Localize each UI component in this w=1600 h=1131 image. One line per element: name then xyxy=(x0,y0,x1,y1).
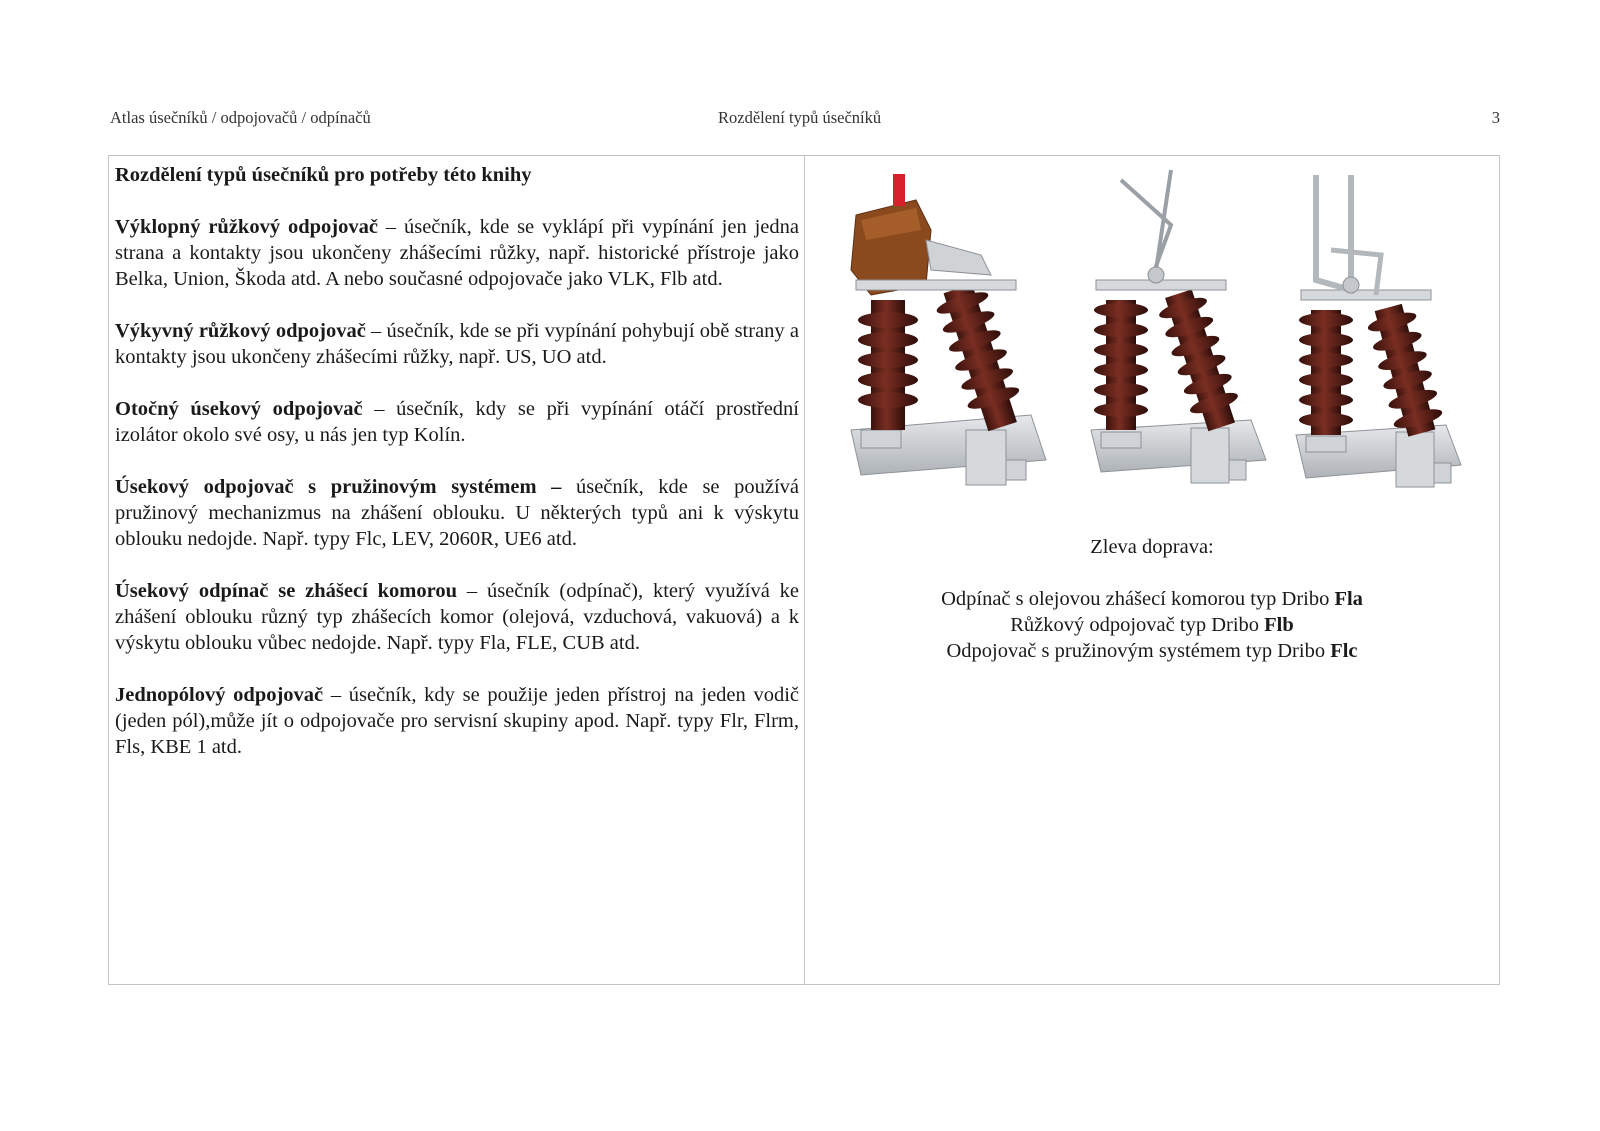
flc-switch xyxy=(1296,175,1461,487)
definition-paragraph xyxy=(115,214,799,292)
caption-line-fla: Odpínač s olejovou zhášecí komorou typ Dribo Fla xyxy=(941,588,1363,610)
definition-term: Jednopólový odpojovač xyxy=(115,684,324,706)
definition-text: úsečník, kde se používá pružinový mechanizmus na zhášení oblouku. U některých typů ani k výskytu oblouku nedojde. Např. typy Flc, LEV, 2060R, UE6 atd. xyxy=(115,476,799,550)
definition-term: Otočný úsekový odpojovač xyxy=(115,398,363,420)
definition-paragraph xyxy=(115,396,799,448)
illustration-column xyxy=(805,156,1499,984)
definition-paragraph xyxy=(115,682,799,760)
definition-text: – úsečník, kde se vyklápí při vypínání jen jedna strana a kontakty jsou ukončeny zhášecími růžky, např. historické přístroje jako Belka, Union, Škoda atd. A nebo současné odpojovače jako VLK, Flb atd. xyxy=(115,216,799,290)
running-header xyxy=(110,108,1500,132)
definition-term: Úsekový odpínač se zhášecí komorou xyxy=(115,580,457,602)
definition-text: – úsečník, kdy se při vypínání otáčí prostřední izolátor okolo své osy, u nás jen typ Kolín. xyxy=(115,398,800,446)
fla-switch xyxy=(851,174,1046,485)
definition-paragraph xyxy=(115,318,799,370)
page-number: 3 xyxy=(1491,108,1500,127)
definition-text: – úsečník (odpínač), který využívá ke zhášení oblouku různý typ zhášecích komor (olejová, vzduchová, vakuová) a k výskytu oblouku vůbec nedojde. Např. typy Fla, FLE, CUB atd. xyxy=(115,580,800,654)
definition-term: Výkyvný růžkový odpojovač xyxy=(115,320,366,342)
definition-paragraph xyxy=(115,474,799,552)
definition-text: – úsečník, kdy se použije jeden přístroj na jeden vodič (jeden pól),může jít o odpojovače pro servisní skupiny apod. Např. typy Flr, Flrm, Fls, KBE 1 atd. xyxy=(115,684,799,758)
caption-line-flb: Růžkový odpojovač typ Dribo Flb xyxy=(1010,614,1294,636)
disconnector-photo xyxy=(811,160,1487,526)
section-title: Rozdělení typů úsečníků pro potřeby této knihy xyxy=(115,164,532,186)
definition-paragraph xyxy=(115,578,799,656)
definition-text: – úsečník, kde se při vypínání pohybují obě strany a kontakty jsou ukončeny zhášecími růžky, např. US, UO atd. xyxy=(115,320,800,368)
definition-term: Úsekový odpojovač s pružinovým systémem – xyxy=(115,476,562,498)
header-book-title: Atlas úsečníků / odpojovačů / odpínačů xyxy=(110,108,371,127)
definitions-column xyxy=(115,162,799,786)
header-chapter-title: Rozdělení typů úsečníků xyxy=(718,108,882,127)
caption-lines xyxy=(805,586,1499,664)
content-frame xyxy=(108,155,1500,985)
definition-term: Výklopný růžkový odpojovač xyxy=(115,216,378,238)
flb-switch xyxy=(1091,170,1266,483)
caption-line-flc: Odpojovač s pružinovým systémem typ Dribo Flc xyxy=(946,640,1358,662)
caption-intro: Zleva doprava: xyxy=(1090,536,1214,558)
